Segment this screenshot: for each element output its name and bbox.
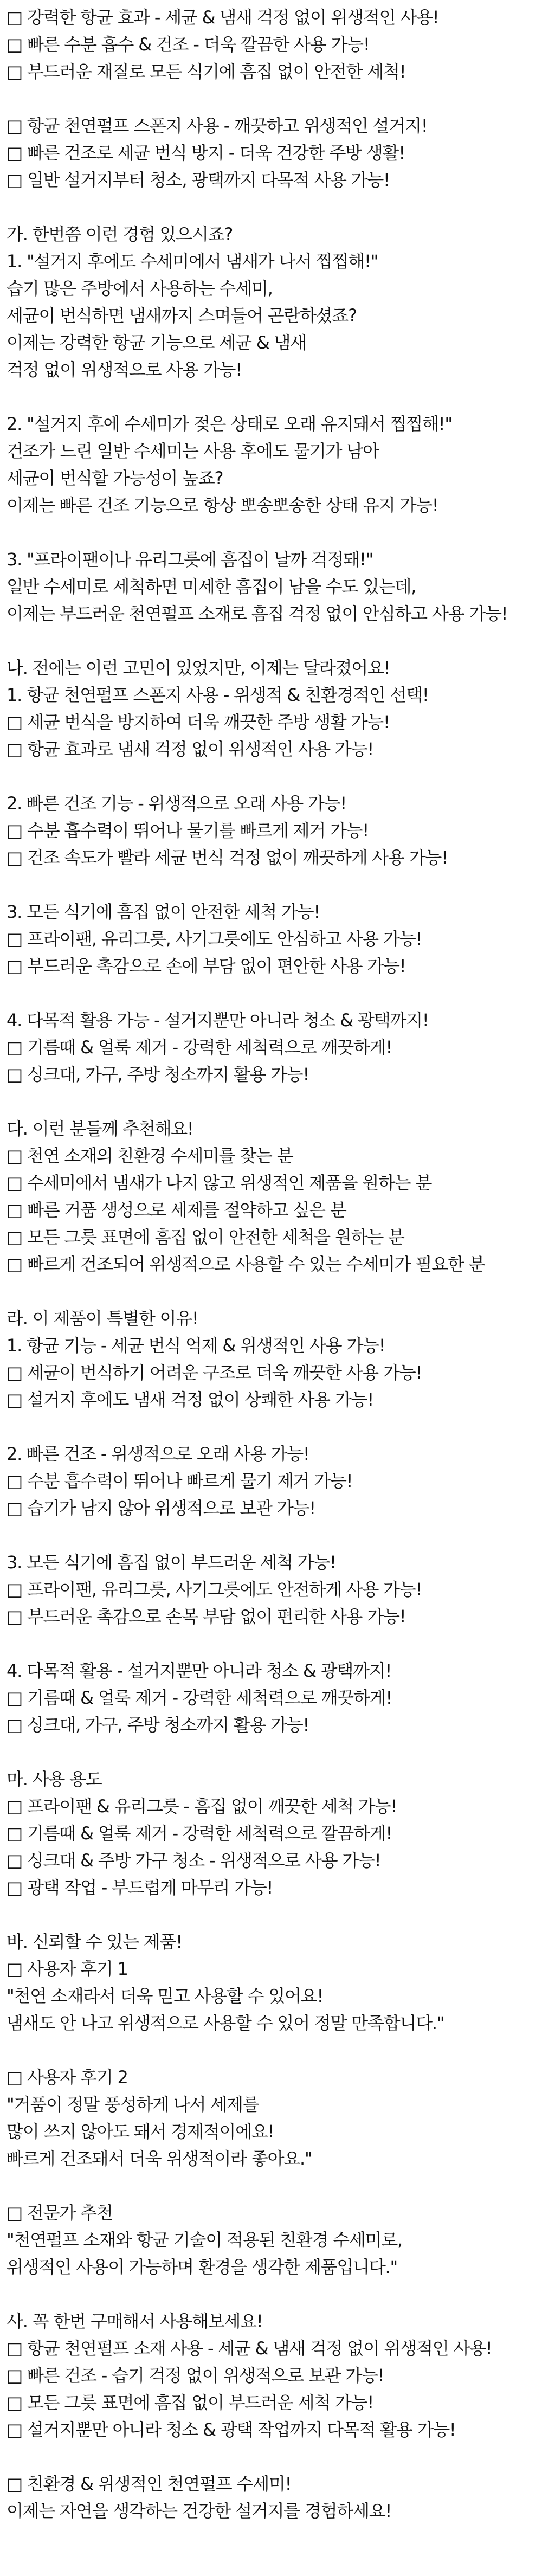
text-line: 1. 항균 천연펄프 스폰지 사용 - 위생적 & 친환경적인 선택! xyxy=(7,685,429,705)
text-line: 다. 이런 분들께 추천해요! xyxy=(7,1118,193,1139)
text-line: 일반 수세미로 세척하면 미세한 흠집이 남을 수도 있는데, xyxy=(7,576,416,597)
text-line: □ 기름때 & 얼룩 제거 - 강력한 세척력으로 깨끗하게! xyxy=(7,1688,392,1708)
text-line: □ 프라이팬 & 유리그릇 - 흠집 없이 깨끗한 세척 가능! xyxy=(7,1796,397,1817)
text-line: 이제는 강력한 항균 기능으로 세균 & 냄새 xyxy=(7,332,306,353)
text-line: □ 빠른 거품 생성으로 세제를 절약하고 싶은 분 xyxy=(7,1200,346,1220)
text-line: □ 빠른 수분 흡수 & 건조 - 더욱 깔끔한 사용 가능! xyxy=(7,34,370,55)
text-line: 3. "프라이팬이나 유리그릇에 흠집이 날까 걱정돼!" xyxy=(7,549,373,570)
text-line: □ 수분 흡수력이 뛰어나 빠르게 물기 제거 가능! xyxy=(7,1471,353,1491)
text-line: 이제는 자연을 생각하는 건강한 설거지를 경험하세요! xyxy=(7,2501,392,2521)
text-line: 라. 이 제품이 특별한 이유! xyxy=(7,1308,198,1329)
text-line: □ 수분 흡수력이 뛰어나 물기를 빠르게 제거 가능! xyxy=(7,820,369,841)
text-line: 1. "설거지 후에도 수세미에서 냄새가 나서 찝찝해!" xyxy=(7,251,378,272)
text-line: 습기 많은 주방에서 사용하는 수세미, xyxy=(7,278,273,299)
text-line: □ 항균 천연펄프 소재 사용 - 세균 & 냄새 걱정 없이 위생적인 사용! xyxy=(7,2338,492,2359)
text-line: "천연 소재라서 더욱 믿고 사용할 수 있어요! xyxy=(7,1986,324,2006)
text-line: □ 항균 효과로 냄새 걱정 없이 위생적인 사용 가능! xyxy=(7,739,373,759)
text-line: 세균이 번식하면 냄새까지 스며들어 곤란하셨죠? xyxy=(7,305,357,326)
text-line: 나. 전에는 이런 고민이 있었지만, 이제는 달라졌어요! xyxy=(7,658,390,678)
text-line: □ 일반 설거지부터 청소, 광택까지 다목적 사용 가능! xyxy=(7,170,390,190)
text-line: 1. 항균 기능 - 세균 번식 억제 & 위생적인 사용 가능! xyxy=(7,1335,385,1356)
text-line: 걱정 없이 위생적으로 사용 가능! xyxy=(7,359,242,380)
text-line: □ 사용자 후기 2 xyxy=(7,2067,128,2088)
text-line: 이제는 빠른 건조 기능으로 항상 뽀송뽀송한 상태 유지 가능! xyxy=(7,495,438,516)
text-line: 마. 사용 용도 xyxy=(7,1769,102,1789)
text-line: 4. 다목적 활용 - 설거지뿐만 아니라 청소 & 광택까지! xyxy=(7,1660,392,1681)
text-line: 바. 신뢰할 수 있는 제품! xyxy=(7,1931,182,1952)
text-line: □ 광택 작업 - 부드럽게 마무리 가능! xyxy=(7,1877,273,1898)
text-line: "천연펄프 소재와 항균 기술이 적용된 친환경 수세미로, xyxy=(7,2230,402,2250)
text-line: □ 부드러운 재질로 모든 식기에 흠집 없이 안전한 세척! xyxy=(7,61,406,82)
text-line: 가. 한번쯤 이런 경험 있으시죠? xyxy=(7,224,233,244)
text-line: □ 빠른 건조 - 습기 걱정 없이 위생적으로 보관 가능! xyxy=(7,2365,384,2386)
text-line: □ 빠른 건조로 세균 번식 방지 - 더욱 건강한 주방 생활! xyxy=(7,143,405,163)
text-line: 세균이 번식할 가능성이 높죠? xyxy=(7,468,223,488)
text-line: □ 싱크대 & 주방 가구 청소 - 위생적으로 사용 가능! xyxy=(7,1850,381,1871)
text-line: 4. 다목적 활용 가능 - 설거지뿐만 아니라 청소 & 광택까지! xyxy=(7,1010,429,1031)
text-line: □ 세균 번식을 방지하여 더욱 깨끗한 주방 생활 가능! xyxy=(7,712,390,732)
text-line: 많이 쓰지 않아도 돼서 경제적이에요! xyxy=(7,2121,274,2142)
text-line: □ 기름때 & 얼룩 제거 - 강력한 세척력으로 깨끗하게! xyxy=(7,1037,392,1058)
text-line: 냄새도 안 나고 위생적으로 사용할 수 있어 정말 만족합니다." xyxy=(7,2013,444,2033)
text-line: □ 건조 속도가 빨라 세균 번식 걱정 없이 깨끗하게 사용 가능! xyxy=(7,847,448,868)
text-line: □ 모든 그릇 표면에 흠집 없이 안전한 세척을 원하는 분 xyxy=(7,1227,404,1247)
text-line: □ 전문가 추천 xyxy=(7,2203,113,2223)
text-line: 3. 모든 식기에 흠집 없이 안전한 세척 가능! xyxy=(7,901,320,922)
text-line: □ 싱크대, 가구, 주방 청소까지 활용 가능! xyxy=(7,1064,309,1085)
text-line: □ 항균 천연펄프 스폰지 사용 - 깨끗하고 위생적인 설거지! xyxy=(7,115,428,136)
text-line: □ 설거지뿐만 아니라 청소 & 광택 작업까지 다목적 활용 가능! xyxy=(7,2419,456,2440)
text-line: 3. 모든 식기에 흠집 없이 부드러운 세척 가능! xyxy=(7,1552,336,1573)
text-line: □ 습기가 남지 않아 위생적으로 보관 가능! xyxy=(7,1498,315,1518)
text-line: □ 프라이팬, 유리그릇, 사기그릇에도 안전하게 사용 가능! xyxy=(7,1579,422,1600)
text-line: □ 프라이팬, 유리그릇, 사기그릇에도 안심하고 사용 가능! xyxy=(7,929,422,949)
text-line: 이제는 부드러운 천연펄프 소재로 흠집 걱정 없이 안심하고 사용 가능! xyxy=(7,603,508,624)
text-line: □ 부드러운 촉감으로 손에 부담 없이 편안한 사용 가능! xyxy=(7,956,406,976)
text-line: □ 사용자 후기 1 xyxy=(7,1959,128,1979)
text-line: 사. 꼭 한번 구매해서 사용해보세요! xyxy=(7,2311,263,2332)
text-line: □ 천연 소재의 친환경 수세미를 찾는 분 xyxy=(7,1145,293,1166)
text-line: □ 기름때 & 얼룩 제거 - 강력한 세척력으로 깔끔하게! xyxy=(7,1823,392,1844)
text-line: □ 수세미에서 냄새가 나지 않고 위생적인 제품을 원하는 분 xyxy=(7,1173,432,1193)
text-line: □ 싱크대, 가구, 주방 청소까지 활용 가능! xyxy=(7,1715,309,1735)
text-line: □ 설거지 후에도 냄새 걱정 없이 상쾌한 사용 가능! xyxy=(7,1389,373,1410)
text-line: 2. 빠른 건조 - 위생적으로 오래 사용 가능! xyxy=(7,1444,309,1464)
text-line: □ 강력한 항균 효과 - 세균 & 냄새 걱정 없이 위생적인 사용! xyxy=(7,7,439,28)
text-line: 빠르게 건조돼서 더욱 위생적이라 좋아요." xyxy=(7,2148,312,2169)
text-line: □ 부드러운 촉감으로 손목 부담 없이 편리한 사용 가능! xyxy=(7,1606,406,1627)
text-line: 위생적인 사용이 가능하며 환경을 생각한 제품입니다." xyxy=(7,2257,398,2277)
text-line: "거품이 정말 풍성하게 나서 세제를 xyxy=(7,2094,259,2115)
text-line: 2. 빠른 건조 기능 - 위생적으로 오래 사용 가능! xyxy=(7,793,346,814)
text-line: □ 친환경 & 위생적인 천연펄프 수세미! xyxy=(7,2474,292,2494)
text-line: □ 세균이 번식하기 어려운 구조로 더욱 깨끗한 사용 가능! xyxy=(7,1362,422,1383)
text-line: 건조가 느린 일반 수세미는 사용 후에도 물기가 남아 xyxy=(7,441,379,461)
text-line: 2. "설거지 후에 수세미가 젖은 상태로 오래 유지돼서 찝찝해!" xyxy=(7,414,452,434)
text-line: □ 빠르게 건조되어 위생적으로 사용할 수 있는 수세미가 필요한 분 xyxy=(7,1254,485,1274)
text-line: □ 모든 그릇 표면에 흠집 없이 부드러운 세척 가능! xyxy=(7,2392,373,2413)
